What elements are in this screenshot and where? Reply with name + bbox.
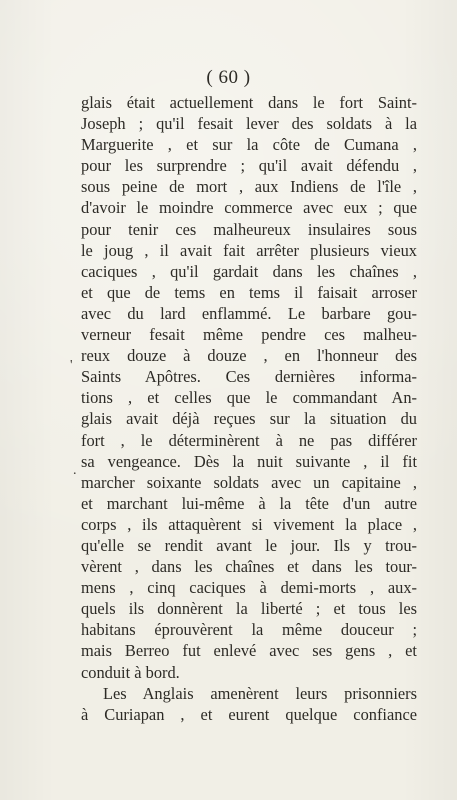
body-text <box>81 92 417 725</box>
text-line: d'avoir le moindre commerce avec eux ; que <box>81 198 417 218</box>
text-line: et que de tems en tems il faisait arroser <box>81 282 417 302</box>
text-line: quels ils donnèrent la liberté ; et tous les <box>81 599 417 619</box>
text-line: verneur fesait même pendre ces malheu- <box>81 325 417 345</box>
margin-mark: ' <box>70 358 73 373</box>
text-line: reux douze à douze , en l'honneur des <box>81 346 417 366</box>
text-line: conduit à bord. <box>81 662 180 682</box>
text-line: le joug , il avait fait arrêter plusieurs vieux <box>81 240 417 260</box>
text-line: Les Anglais amenèrent leurs prisonniers <box>103 683 417 703</box>
text-line: et marchant lui-même à la tête d'un autre <box>81 493 417 513</box>
text-line: corps , ils attaquèrent si vivement la place , <box>81 514 417 534</box>
text-line: Joseph ; qu'il fesait lever des soldats à la <box>81 114 417 134</box>
text-line: habitans éprouvèrent la même douceur ; <box>81 620 417 640</box>
text-line: mais Berreo fut enlevé avec ses gens , et <box>81 641 417 661</box>
text-line: sa vengeance. Dès la nuit suivante , il fit <box>81 451 417 471</box>
text-line: mens , cinq caciques à demi-morts , aux- <box>81 578 417 598</box>
text-line: glais avait déjà reçues sur la situation du <box>81 409 417 429</box>
text-line: à Curiapan , et eurent quelque confiance <box>81 704 417 724</box>
margin-mark: . <box>73 463 77 478</box>
text-line: marcher soixante soldats avec un capitaine , <box>81 472 417 492</box>
text-line: Marguerite , et sur la côte de Cumana , <box>81 135 417 155</box>
text-line: Saints Apôtres. Ces dernières informa- <box>81 367 417 387</box>
text-line: sous peine de mort , aux Indiens de l'île , <box>81 177 417 197</box>
page-number: ( 60 ) <box>206 67 251 88</box>
text-line: vèrent , dans les chaînes et dans les tour- <box>81 557 417 577</box>
text-line: caciques , qu'il gardait dans les chaînes , <box>81 261 417 281</box>
text-line: glais était actuellement dans le fort Saint- <box>81 93 417 112</box>
text-line: tions , et celles que le commandant An- <box>81 388 417 408</box>
text-line: pour tenir ces malheureux insulaires sous <box>81 219 417 239</box>
text-line: avec du lard enflammé. Le barbare gou- <box>81 303 417 323</box>
text-line: fort , le déterminèrent à ne pas différer <box>81 430 417 450</box>
text-line: qu'elle se rendit avant le jour. Ils y trou- <box>81 535 417 555</box>
text-line: pour les surprendre ; qu'il avait défendu , <box>81 156 417 176</box>
